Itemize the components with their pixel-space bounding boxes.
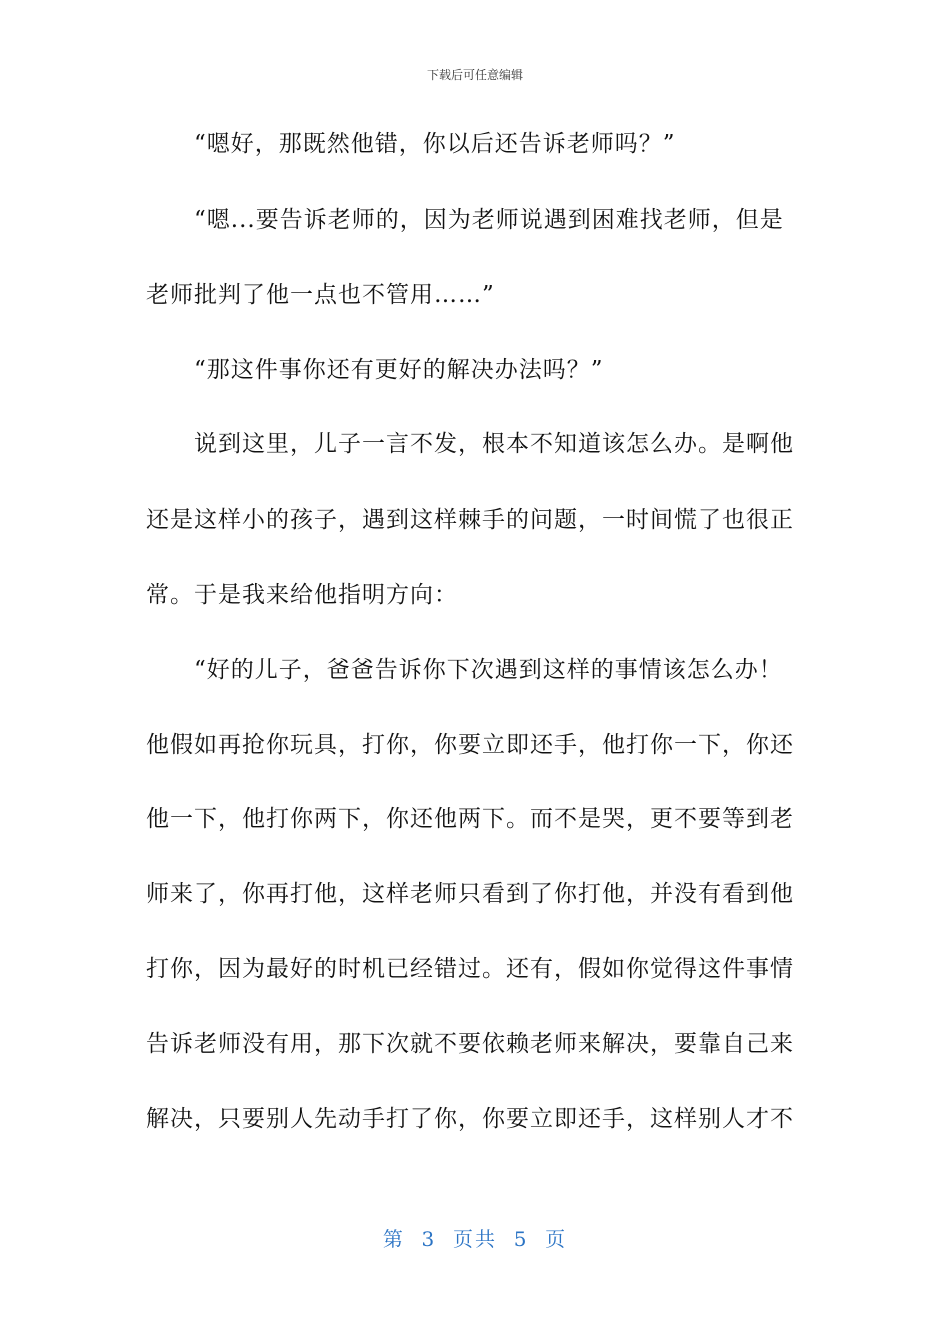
paragraph-line: 还是这样小的孩子，遇到这样棘手的问题，一时间慌了也很正: [146, 507, 794, 533]
paragraph-line: 师来了，你再打他，这样老师只看到了你打他，并没有看到他: [146, 881, 794, 907]
page-footer: 第 3 页共 5 页: [382, 1227, 568, 1251]
paragraph-line: “那这件事你还有更好的解决办法吗？”: [194, 357, 604, 383]
paragraph-line: 打你，因为最好的时机已经错过。还有，假如你觉得这件事情: [146, 956, 794, 982]
paragraph-line: 解决，只要别人先动手打了你，你要立即还手，这样别人才不: [146, 1106, 794, 1132]
paragraph-line: 常。于是我来给他指明方向：: [146, 582, 458, 608]
page-header: 下载后可任意编辑: [426, 68, 523, 82]
paragraph-line: 老师批判了他一点也不管用……”: [146, 282, 495, 308]
paragraph-line: 他假如再抢你玩具，打你，你要立即还手，他打你一下，你还: [146, 732, 794, 758]
paragraph-line: 说到这里，儿子一言不发，根本不知道该怎么办。是啊他: [194, 431, 794, 457]
paragraph-line: “嗯好，那既然他错，你以后还告诉老师吗？”: [194, 131, 676, 157]
paragraph-line: 他一下，他打你两下，你还他两下。而不是哭，更不要等到老: [146, 806, 794, 832]
paragraph-line: 告诉老师没有用，那下次就不要依赖老师来解决，要靠自己来: [146, 1031, 794, 1057]
paragraph-line: “嗯...要告诉老师的，因为老师说遇到困难找老师，但是: [194, 207, 784, 233]
paragraph-line: “好的儿子，爸爸告诉你下次遇到这样的事情该怎么办！: [194, 657, 783, 683]
